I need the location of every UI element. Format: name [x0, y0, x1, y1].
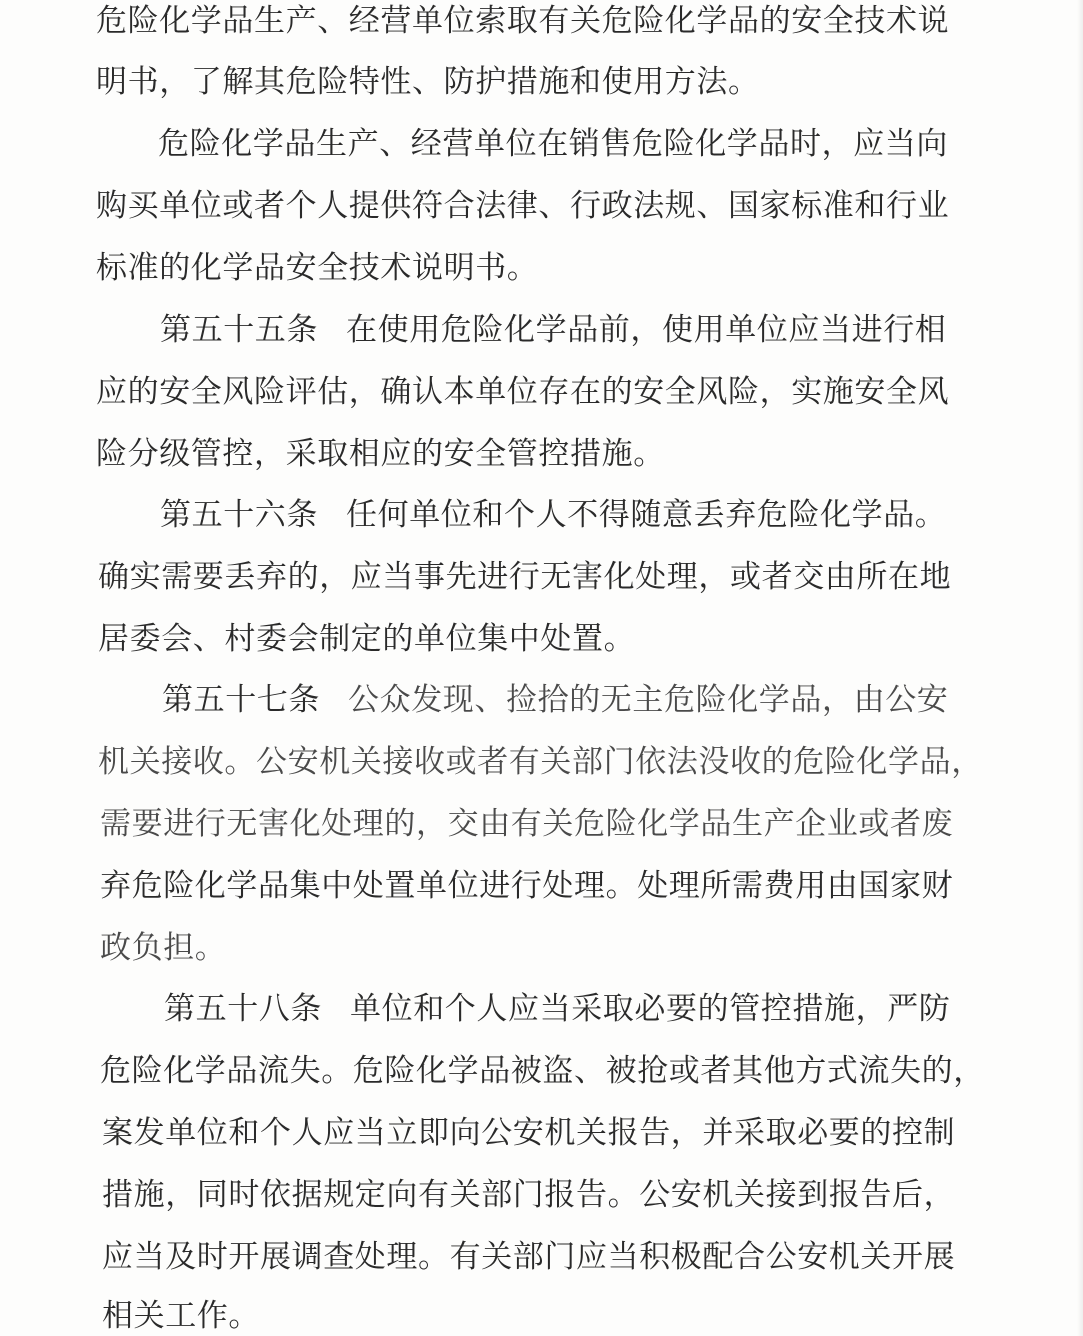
article-56-heading: 第五十六条	[160, 497, 318, 533]
article-55-text: 在使用危险化学品前，使用单位应当进行相	[346, 312, 947, 348]
text-line: 机关接收。公安机关接收或者有关部门依法没收的危险化学品，	[98, 744, 983, 780]
text-line: 案发单位和个人应当立即向公安机关报告，并采取必要的控制	[102, 1115, 956, 1151]
article-55-heading: 第五十五条	[160, 312, 318, 348]
page-edge-shadow	[1077, 0, 1083, 1336]
text-line: 明书，了解其危险特性、防护措施和使用方法。	[96, 64, 760, 100]
article-58-heading: 第五十八条	[164, 991, 322, 1027]
text-line: 居委会、村委会制定的单位集中处置。	[98, 621, 636, 657]
text-line: 确实需要丢弃的，应当事先进行无害化处理，或者交由所在地	[98, 559, 952, 595]
text-line: 危险化学品生产、经营单位索取有关危险化学品的安全技术说	[96, 3, 950, 39]
text-line: 险分级管控，采取相应的安全管控措施。	[96, 436, 665, 472]
text-line: 标准的化学品安全技术说明书。	[96, 250, 539, 286]
article-58-line	[164, 989, 950, 1029]
article-58-text: 单位和个人应当采取必要的管控措施，严防	[350, 991, 951, 1027]
article-57-text: 公众发现、捡拾的无主危险化学品，由公安	[348, 682, 949, 718]
article-56-line	[160, 495, 946, 535]
text-line: 危险化学品生产、经营单位在销售危险化学品时，应当向	[158, 126, 948, 162]
text-line: 政负担。	[100, 930, 227, 966]
article-57-line	[162, 680, 948, 720]
text-line: 应当及时开展调查处理。有关部门应当积极配合公安机关开展	[102, 1239, 956, 1275]
text-line: 相关工作。	[102, 1298, 260, 1334]
text-line: 弃危险化学品集中处置单位进行处理。处理所需费用由国家财	[100, 868, 954, 904]
article-55-line	[160, 310, 946, 350]
article-57-heading: 第五十七条	[162, 682, 320, 718]
text-line: 措施，同时依据规定向有关部门报告。公安机关接到报告后，	[102, 1177, 956, 1213]
text-line: 危险化学品流失。危险化学品被盗、被抢或者其他方式流失的，	[100, 1053, 985, 1089]
article-56-text: 任何单位和个人不得随意丢弃危险化学品。	[346, 497, 947, 533]
text-line: 应的安全风险评估，确认本单位存在的安全风险，实施安全风	[96, 374, 950, 410]
text-line: 需要进行无害化处理的，交由有关危险化学品生产企业或者废	[100, 806, 954, 842]
text-line: 购买单位或者个人提供符合法律、行政法规、国家标准和行业	[96, 188, 950, 224]
